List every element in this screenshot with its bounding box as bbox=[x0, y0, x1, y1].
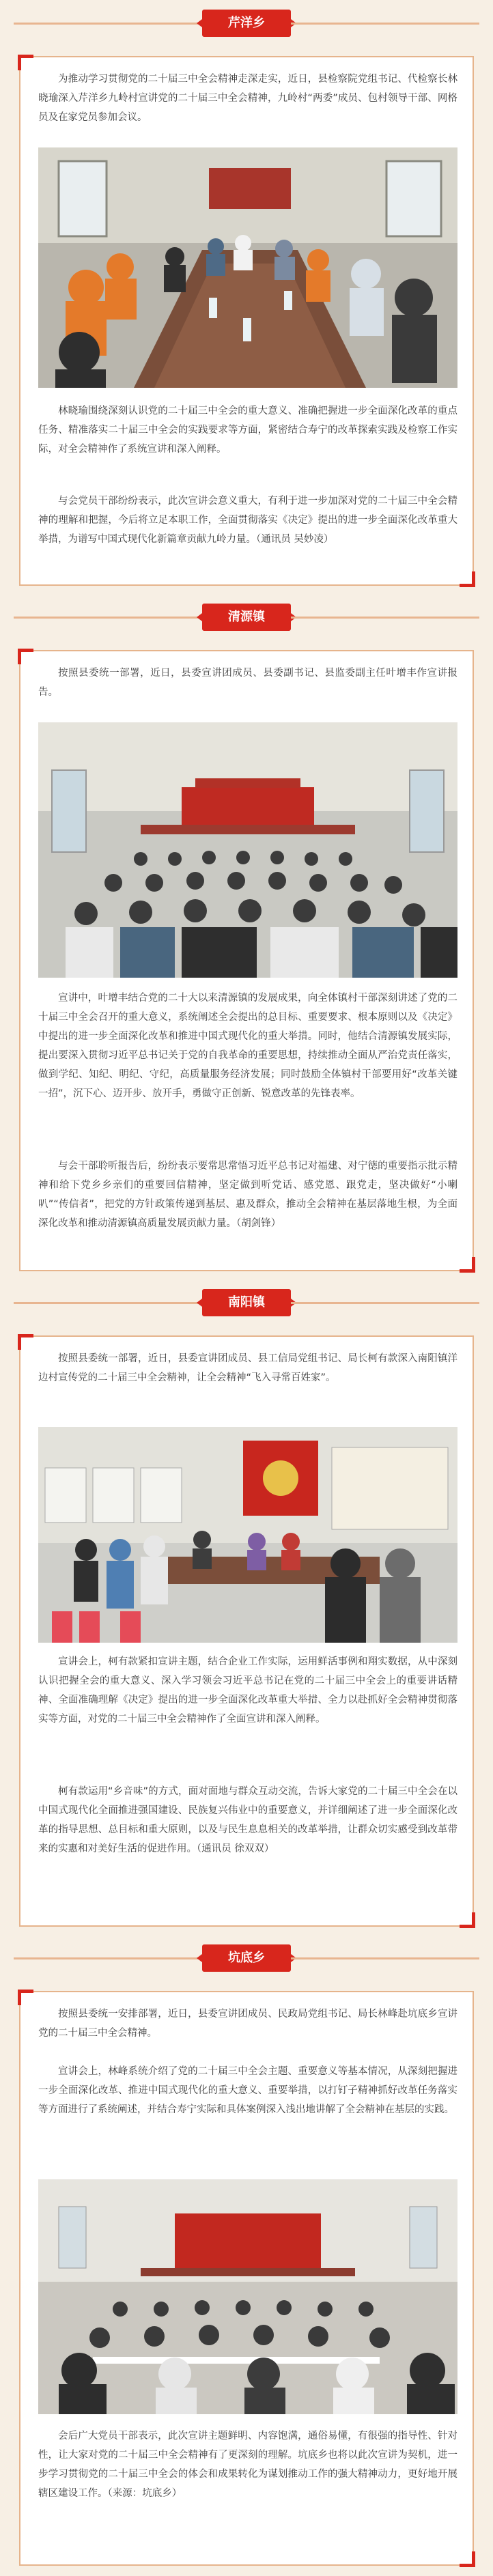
section-card bbox=[19, 650, 474, 1271]
meeting-photo-icon bbox=[38, 147, 457, 388]
section-title-badge: 坑底乡 bbox=[202, 1944, 291, 1972]
paragraph: 按照县委统一安排部署，近日，县委宣讲团成员、民政局党组书记、局长林峰赴坑底乡宣讲党的二十届三中全会精神。 bbox=[38, 2009, 457, 2039]
paragraph: 宣讲中，叶增丰结合党的二十大以来清源镇的发展成果，向全体镇村干部深刻讲述了党的二十届三中全会召开的重大意义，系统阐述全会提出的总目标、重要要求、根本原则以及《决定》中提出的进一步全面深化改革和推进中国式现代化的重大举措。同时，他结合清源镇发展实际，提出要深入贯彻习近平总书记关于党的自我革命的重要思想，持续推动全面从严治党责任落实，做到学纪、知纪、明纪、守纪，高质量服务经济发展；同时鼓励全体镇村干部要用好“改革关键一招”，沉下心、迈开步、放开手，勇做守正创新、锐意改革的先锋表率。 bbox=[38, 993, 457, 1099]
divider bbox=[291, 23, 479, 25]
section-title-badge: 清源镇 bbox=[202, 604, 291, 631]
paragraph: 按照县委统一部署，近日，县委宣讲团成员、县委副书记、县监委副主任叶增丰作宣讲报告。 bbox=[38, 668, 457, 698]
paragraph: 按照县委统一部署，近日，县委宣讲团成员、县工信局党组书记、局长柯有款深入南阳镇洋边村宣传党的二十届三中全会精神，让全会精神“飞入寻常百姓家”。 bbox=[38, 1353, 457, 1383]
hall-meeting-photo-icon bbox=[38, 2179, 457, 2414]
card-corner-decoration bbox=[18, 1990, 33, 2005]
paragraph: 为推动学习贯彻党的二十届三中全会精神走深走实，近日，县检察院党组书记、代检察长林晓瑜深入芹洋乡九岭村宣讲党的二十届三中全会精神，九岭村“两委”成员、包村领导干部、网格员及在家党员参加会议。 bbox=[38, 74, 457, 123]
divider bbox=[291, 1302, 479, 1304]
card-corner-decoration bbox=[460, 2551, 475, 2567]
divider bbox=[291, 617, 479, 619]
section-kengdi bbox=[0, 1935, 493, 2576]
divider bbox=[14, 1957, 202, 1959]
section-header bbox=[0, 10, 493, 37]
paragraph: 宣讲会上，柯有款紧扣宣讲主题，结合企业工作实际，运用鲜活事例和翔实数据，从中深刻认识把握全会的重大意义、深入学习领会习近平总书记在党的二十届三中全会上的重要讲话精神、全面准确理解《决定》提出的进一步全面深化改革重大举措、全力以赴抓好全会精神贯彻落实等方面，对党的二十届三中全会精神作了全面宣讲和深入阐释。 bbox=[38, 1656, 457, 1725]
divider bbox=[14, 617, 202, 619]
section-header bbox=[0, 1944, 493, 1972]
section-nanyang bbox=[0, 1279, 493, 1935]
card-corner-decoration bbox=[460, 571, 475, 587]
card-corner-decoration bbox=[18, 55, 33, 70]
paragraph: 柯有款运用“乡音味”的方式，面对面地与群众互动交流，告诉大家党的二十届三中全会在以中国式现代化全面推进强国建设、民族复兴伟业中的重要意义，并详细阐述了进一步全面深化改革的指导思想、总目标和重大原则，以及与民生息息相关的改革举措，让群众切实感受到改革带来的实惠和对美好生活的促进作用。（通讯员 徐双双） bbox=[38, 1786, 457, 1854]
divider bbox=[291, 1957, 479, 1959]
paragraph: 林晓瑜围绕深刻认识党的二十届三中全会的重大意义、准确把握进一步全面深化改革的重点任务、精准落实二十届三中全会的实践要求等方面，紧密结合寿宁的改革探索实践及检察工作实际，对全会精神作了系统宣讲和深入阐释。 bbox=[38, 406, 457, 455]
divider bbox=[14, 1302, 202, 1304]
card-corner-decoration bbox=[18, 649, 33, 664]
section-qinyang bbox=[0, 0, 493, 594]
paragraph: 会后广大党员干部表示，此次宣讲主题鲜明、内容饱满，通俗易懂，有很强的指导性、针对性，让大家对党的二十届三中全会精神有了更深刻的理解。坑底乡也将以此次宣讲为契机，进一步学习贯彻党的二十届三中全会的体会和成果转化为谋划推动工作的强大精神动力，更好地开展辖区建设工作。（来源：坑底乡） bbox=[38, 2431, 457, 2499]
section-title-badge: 芹洋乡 bbox=[202, 10, 291, 37]
card-corner-decoration bbox=[460, 1912, 475, 1928]
section-qingyuan bbox=[0, 594, 493, 1279]
section-card bbox=[19, 1335, 474, 1927]
section-title-badge: 南阳镇 bbox=[202, 1289, 291, 1316]
paragraph: 与会干部聆听报告后，纷纷表示要常思常悟习近平总书记对福建、对宁德的重要指示批示精神和给下党乡乡亲们的重要回信精神，坚定做到听党话、感党恩、跟党走，坚决做好“小喇叭”“传信者”，把党的方针政策传递到基层、惠及群众，推动全会精神在基层落地生根，为全面深化改革和推动清源镇高质量发展贡献力量。（胡剑锋） bbox=[38, 1161, 457, 1229]
paragraph: 宣讲会上，林峰系统介绍了党的二十届三中全会主题、重要意义等基本情况，从深刻把握进一步全面深化改革、推进中国式现代化的重大意义、重要举措，以打钉子精神抓好改革任务落实等方面进行了系统阐述，并结合寿宁实际和具体案例深入浅出地讲解了全会精神在基层的实践。 bbox=[38, 2066, 457, 2115]
card-corner-decoration bbox=[460, 1257, 475, 1273]
section-card bbox=[19, 56, 474, 586]
section-header bbox=[0, 1289, 493, 1316]
auditorium-photo-icon bbox=[38, 722, 457, 978]
section-header bbox=[0, 604, 493, 631]
section-card bbox=[19, 1991, 474, 2566]
village-meeting-photo-icon bbox=[38, 1427, 457, 1643]
card-corner-decoration bbox=[18, 1334, 33, 1350]
paragraph: 与会党员干部纷纷表示，此次宣讲会意义重大，有利于进一步加深对党的二十届三中全会精神的理解和把握，今后将立足本职工作，全面贯彻落实《决定》提出的进一步全面深化改革重大举措，为谱写中国式现代化新篇章贡献九岭力量。（通讯员 吴妙凌） bbox=[38, 496, 457, 545]
divider bbox=[14, 23, 202, 25]
